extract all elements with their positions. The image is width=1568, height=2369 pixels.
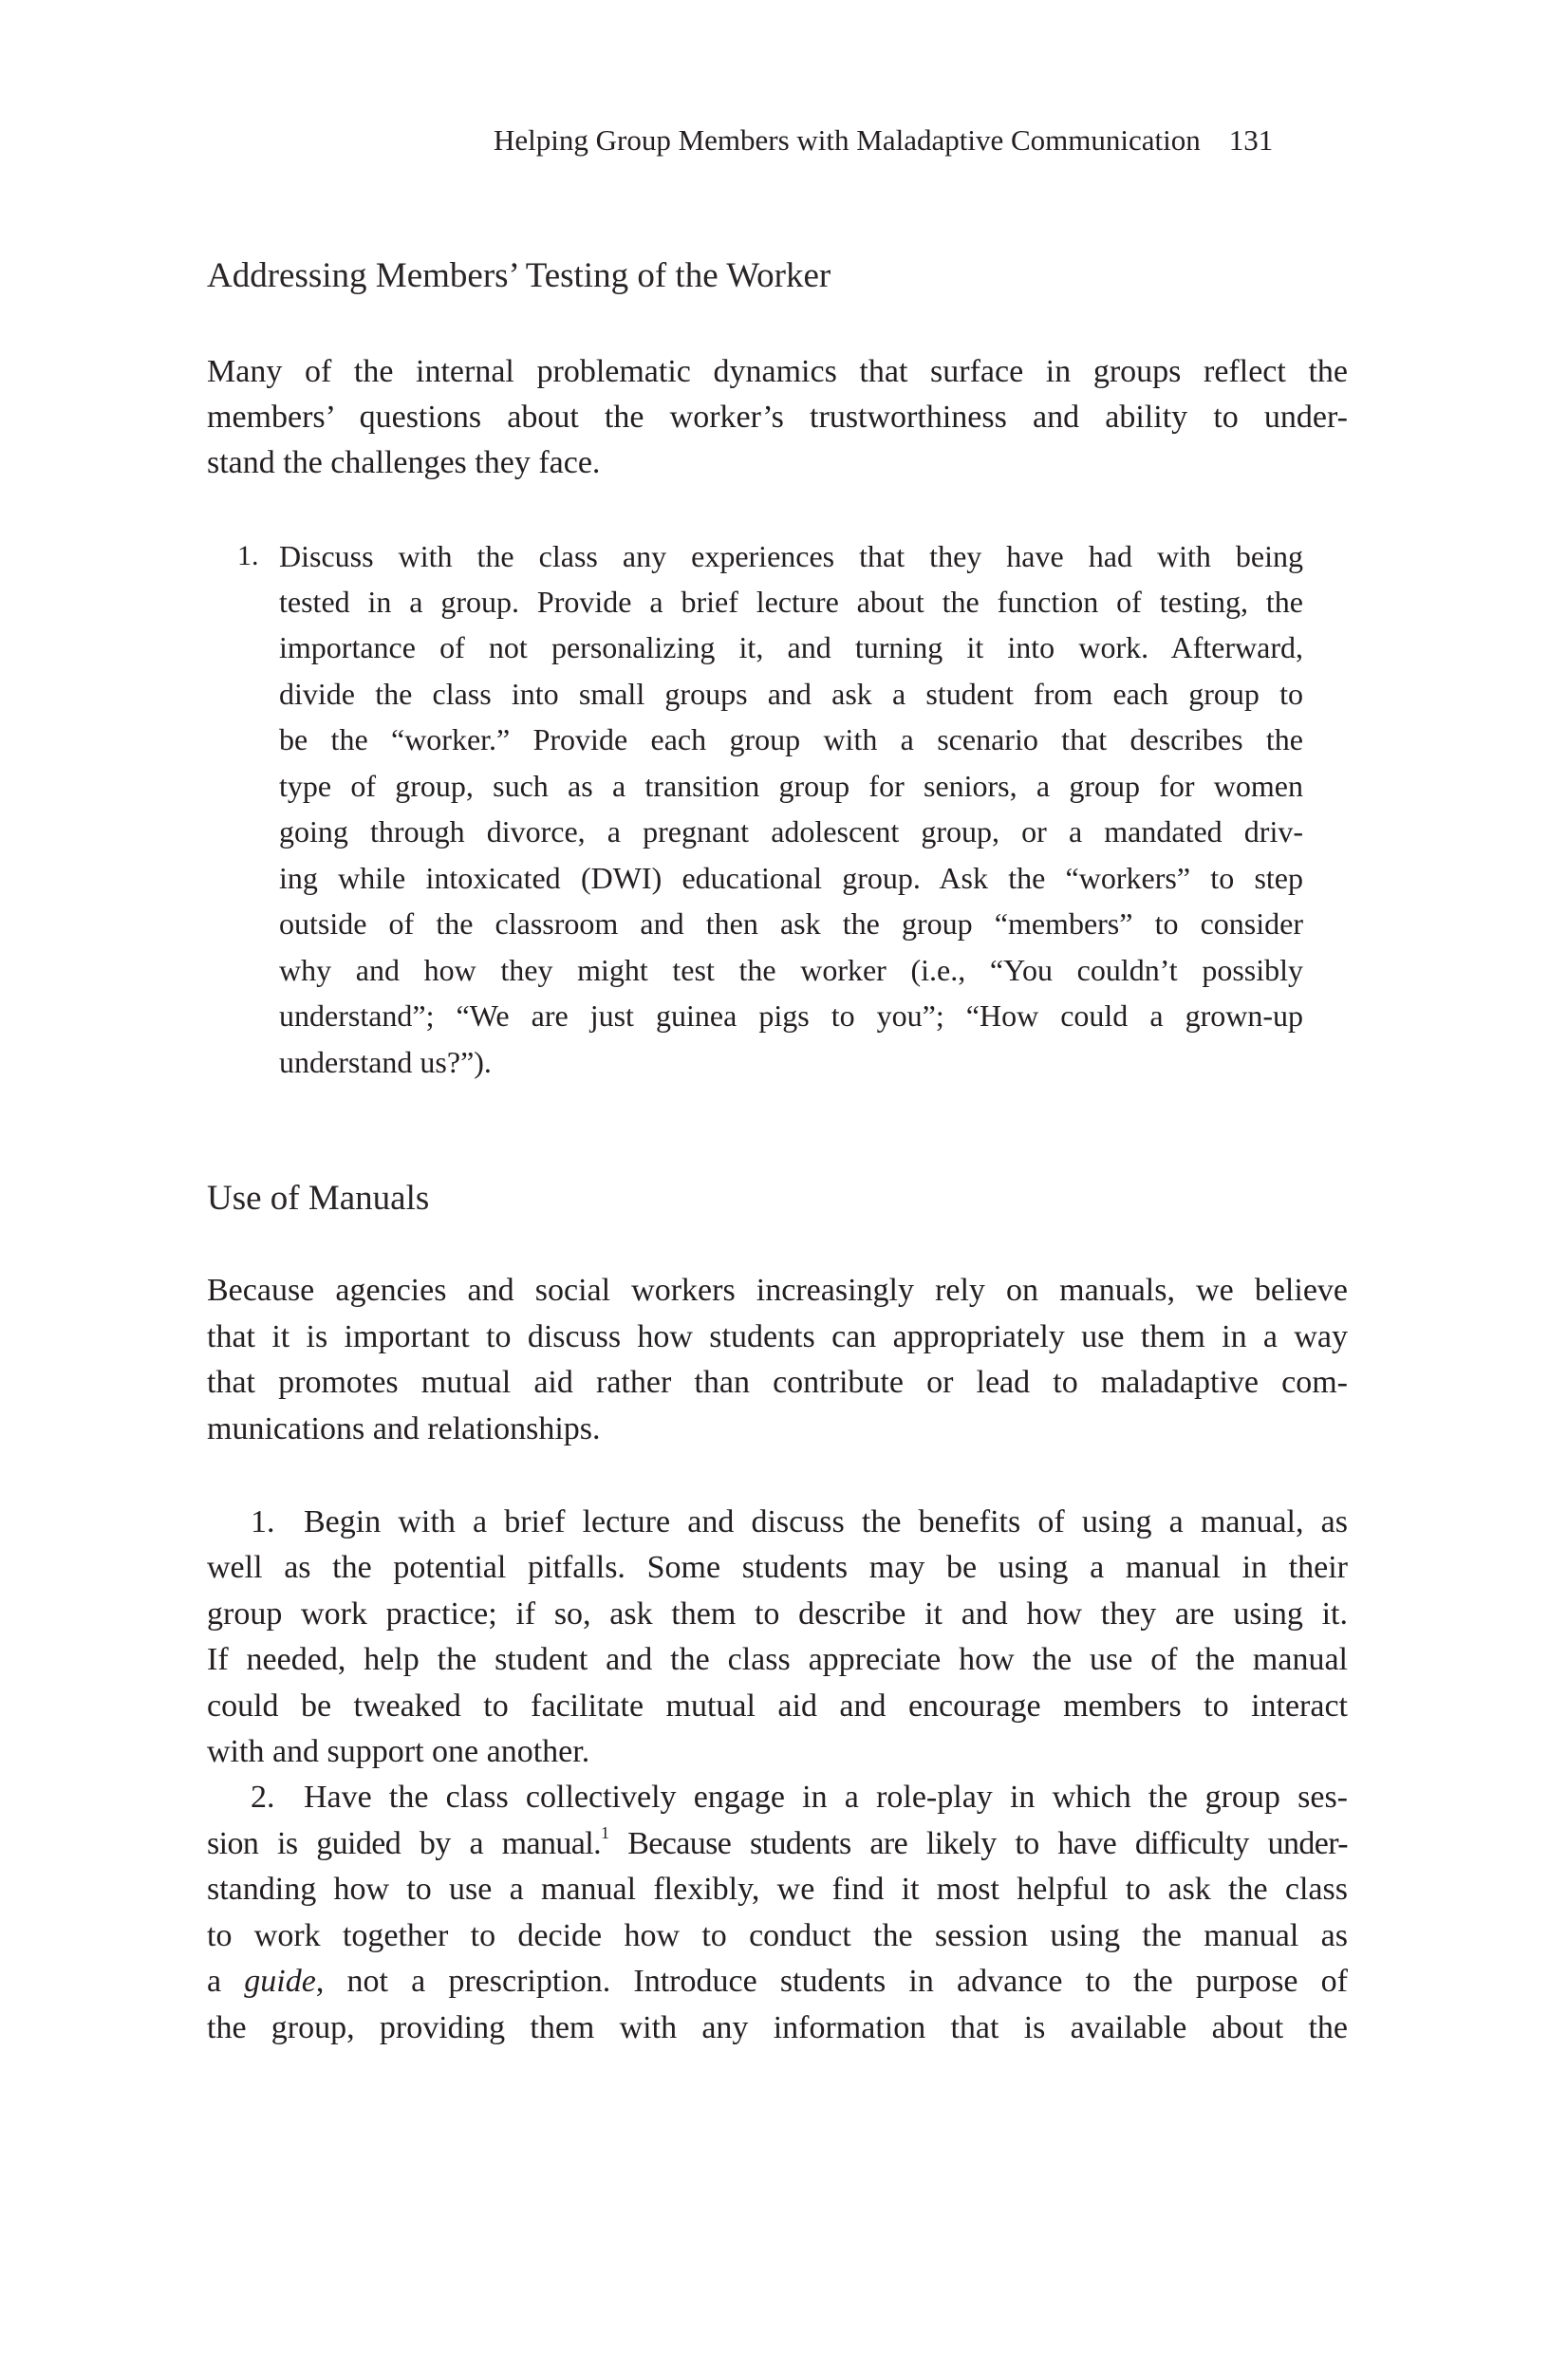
list-item-line: ing while intoxicated (DWI) educational group. Ask the “workers” to step [279, 861, 1303, 895]
list-item-line: outside of the classroom and then ask the group “members” to consider [279, 906, 1303, 941]
item-text: a [207, 1964, 245, 1999]
running-header-title: Helping Group Members with Maladaptive Communication [494, 123, 1201, 157]
running-header [494, 121, 1273, 159]
section-heading-testing: Addressing Members’ Testing of the Worker [207, 256, 831, 295]
numbered-paragraph-line: to work together to decide how to conduct the session using the manual as [207, 1918, 1348, 1953]
numbered-paragraph-line: well as the potential pitfalls. Some students may be using a manual in their [207, 1550, 1348, 1585]
list-item-line: tested in a group. Provide a brief lecture about the function of testing, the [279, 585, 1303, 619]
numbered-paragraph-line [207, 1963, 1348, 2001]
item-text: Begin with a brief lecture and discuss the benefits of using a manual, as [304, 1504, 1348, 1539]
paragraph-line: members’ questions about the worker’s trustworthiness and ability to under- [207, 400, 1348, 435]
numbered-paragraph-line: could be tweaked to facilitate mutual aid and encourage members to interact [207, 1688, 1348, 1724]
list-item-line: understand us?”). [279, 1045, 492, 1079]
paragraph-line: that promotes mutual aid rather than contribute or lead to maladaptive com- [207, 1365, 1348, 1400]
numbered-paragraph-line: with and support one another. [207, 1734, 590, 1769]
list-item-line: why and how they might test the worker (i.e., “You couldn’t possibly [279, 953, 1303, 987]
list-item-line: Discuss with the class any experiences that they have had with being [279, 539, 1303, 573]
paragraph-line: Because agencies and social workers increasingly rely on manuals, we believe [207, 1273, 1348, 1308]
item-text: , not a prescription. Introduce students in advance to the purpose of [315, 1964, 1349, 1999]
list-item-line: understand”; “We are just guinea pigs to you”; “How could a grown-up [279, 998, 1303, 1033]
item-text: Because students are likely to have difficulty under- [627, 1826, 1349, 1861]
item-text: Have the class collectively engage in a role-play in which the group ses- [304, 1780, 1348, 1815]
list-item-line: going through divorce, a pregnant adolescent group, or a mandated driv- [279, 814, 1303, 849]
item-text: sion is guided by a manual. [207, 1826, 602, 1861]
item-number: 2. [251, 1780, 275, 1815]
numbered-paragraph-line [207, 1503, 1348, 1541]
numbered-paragraph-line: If needed, help the student and the class appreciate how the use of the manual [207, 1642, 1348, 1677]
list-item-line: divide the class into small groups and ask a student from each group to [279, 677, 1303, 711]
page-number: 131 [1228, 123, 1274, 157]
section-heading-manuals: Use of Manuals [207, 1179, 430, 1218]
item-number: 1. [251, 1504, 275, 1539]
paragraph-line: that it is important to discuss how students can appropriately use them in a way [207, 1319, 1348, 1354]
list-item-line: importance of not personalizing it, and turning it into work. Afterward, [279, 630, 1303, 664]
numbered-paragraph-line: group work practice; if so, ask them to describe it and how they are using it. [207, 1596, 1348, 1632]
numbered-paragraph-line: the group, providing them with any information that is available about the [207, 2010, 1348, 2045]
numbered-paragraph-line: standing how to use a manual flexibly, we find it most helpful to ask the class [207, 1872, 1348, 1907]
list-number: 1. [237, 540, 259, 571]
list-item-line: be the “worker.” Provide each group with a scenario that describes the [279, 722, 1303, 756]
paragraph-line: munications and relationships. [207, 1411, 601, 1446]
paragraph-line: Many of the internal problematic dynamics that surface in groups reflect the [207, 354, 1348, 389]
paragraph-line: stand the challenges they face. [207, 445, 601, 480]
emphasis-guide: guide [244, 1964, 316, 1999]
list-item-line: type of group, such as a transition group for seniors, a group for women [279, 769, 1303, 803]
numbered-paragraph-line [207, 1779, 1348, 1817]
numbered-paragraph-line [207, 1822, 1349, 1863]
footnote-marker[interactable]: 1 [601, 1822, 609, 1842]
